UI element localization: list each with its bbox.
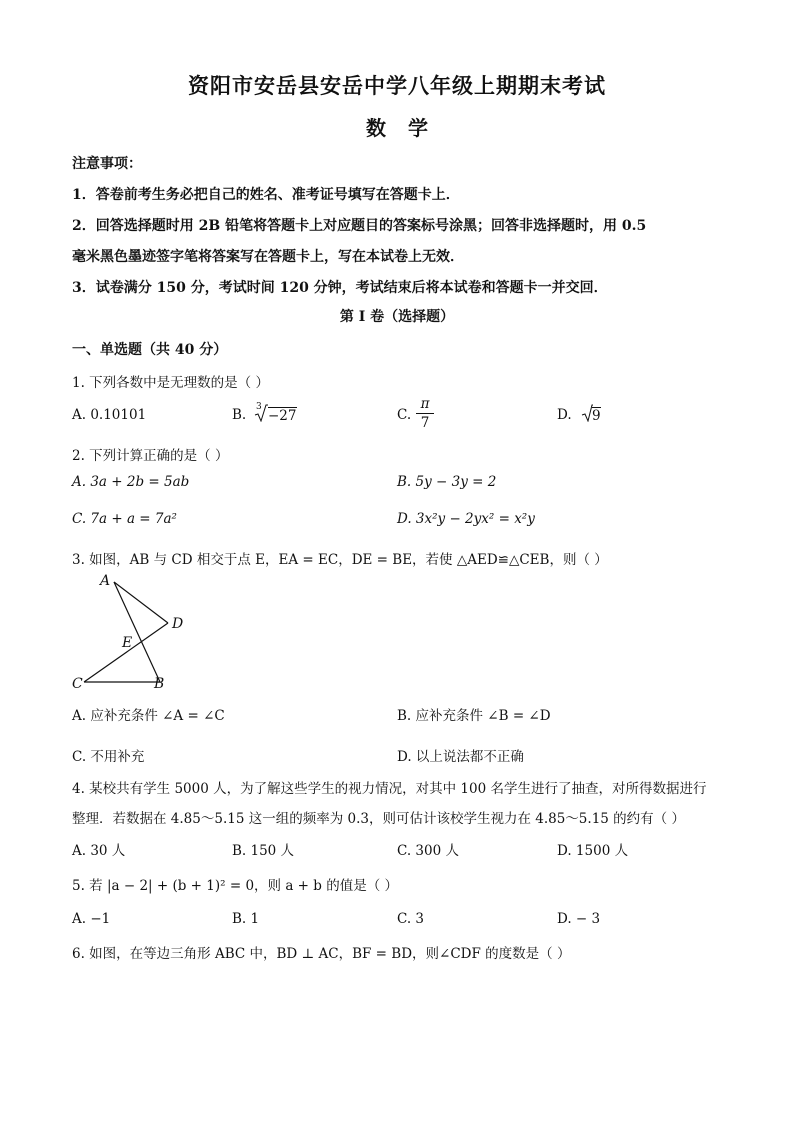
q5-option-a: A. −1 — [72, 911, 111, 927]
q2-option-c: C. 7a + a = 7a² — [72, 511, 177, 527]
section-heading: 一、单选题（共 40 分） — [72, 342, 228, 358]
point-label-b: B — [154, 676, 165, 692]
q5-stem: 5. 若 |a − 2| + (b + 1)² = 0，则 a + b 的值是（ ） — [72, 878, 398, 894]
subject-title: 数学 — [366, 116, 450, 140]
q6-stem: 6. 如图，在等边三角形 ABC 中，BD ⊥ AC，BF = BD，则∠CDF 的度数是（ ） — [72, 946, 571, 962]
q1-option-a: A. 0.10101 — [72, 407, 147, 423]
notes-heading: 注意事项： — [72, 156, 142, 172]
q5-option-b: B. 1 — [232, 911, 260, 927]
q4-option-b: B. 150 人 — [232, 843, 295, 859]
q4-option-a: A. 30 人 — [72, 843, 126, 859]
q4-option-d: D. 1500 人 — [557, 843, 629, 859]
q5-option-d: D. − 3 — [557, 911, 601, 927]
q3-option-c: C. 不用补充 — [72, 749, 145, 765]
q3-option-d: D. 以上说法都不正确 — [397, 749, 524, 765]
q5-option-c: C. 3 — [397, 911, 425, 927]
q1-option-c-label: C. — [397, 407, 412, 423]
q1-option-b-label: B. — [232, 407, 247, 423]
q2-option-d: D. 3x²y − 2yx² = x²y — [397, 511, 535, 527]
q3-stem: 3. 如图，AB 与 CD 相交于点 E，EA = EC，DE = BE，若使 △AED≌△CEB，则（ ） — [72, 552, 608, 568]
segment-ad — [114, 582, 168, 623]
q4-stem-line1: 4. 某校共有学生 5000 人，为了解这些学生的视力情况，对其中 100 名学生进行了抽查，对所得数据进行 — [72, 781, 707, 797]
q3-option-b: B. 应补充条件 ∠B = ∠D — [397, 708, 551, 724]
q4-option-c: C. 300 人 — [397, 843, 459, 859]
exam-title: 资阳市安岳县安岳中学八年级上期期末考试 — [188, 73, 606, 98]
point-label-d: D — [172, 616, 184, 632]
cube-root-sign-icon — [254, 404, 268, 422]
q1-option-b-radicand: −27 — [268, 408, 297, 424]
fraction-denominator: 7 — [420, 415, 430, 431]
note-item-3: 3．试卷满分 150 分，考试时间 120 分钟，考试结束后将本试卷和答题卡一并交回． — [72, 280, 608, 296]
fraction-bar — [416, 413, 434, 414]
q3-option-a: A. 应补充条件 ∠A = ∠C — [72, 708, 225, 724]
q1-option-c-fraction — [416, 396, 434, 431]
q1-option-d-radicand: 9 — [592, 408, 601, 424]
note-item-1: 1．答卷前考生务必把自己的姓名、准考证号填写在答题卡上． — [72, 187, 460, 203]
part-heading: 第 I 卷（选择题） — [339, 309, 455, 325]
q2-stem: 2. 下列计算正确的是（ ） — [72, 448, 229, 464]
point-label-e: E — [122, 635, 133, 651]
q2-option-a: A. 3a + 2b = 5ab — [72, 474, 190, 490]
segment-ab — [114, 582, 160, 682]
q1-option-d-label: D. — [557, 407, 572, 423]
note-item-2-cont: 毫米黑色墨迹签字笔将答案写在答题卡上，写在本试卷上无效． — [72, 249, 464, 265]
point-label-c: C — [72, 676, 83, 692]
q3-triangle-figure — [66, 570, 196, 696]
q2-option-b: B. 5y − 3y = 2 — [397, 474, 497, 490]
fraction-numerator: π — [420, 396, 430, 412]
q4-stem-line2: 整理．若数据在 4.85～5.15 这一组的频率为 0.3，则可估计该校学生视力在 4.85～5.15 的约有（ ） — [72, 811, 685, 827]
point-label-a: A — [100, 573, 111, 589]
q1-stem: 1. 下列各数中是无理数的是（ ） — [72, 375, 269, 391]
cube-root-index: 3 — [256, 402, 262, 412]
note-item-2: 2．回答选择题时用 2B 铅笔将答题卡上对应题目的答案标号涂黑；回答非选择题时，用 0.5 — [72, 218, 647, 234]
